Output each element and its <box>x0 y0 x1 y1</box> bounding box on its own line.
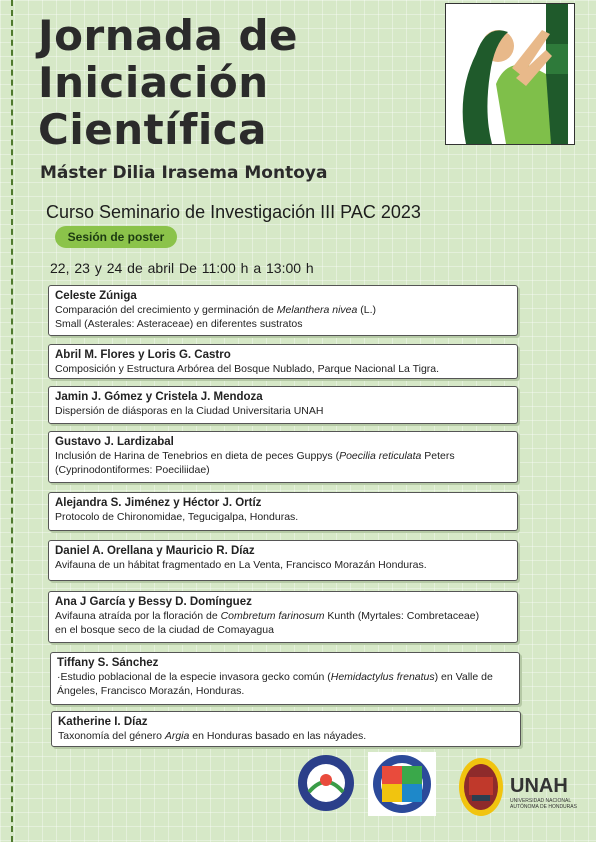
poster-title-line: Comparación del crecimiento y germinación de Melanthera nivea (L.) <box>55 304 377 316</box>
poster-authors: Tiffany S. Sánchez <box>57 657 159 669</box>
poster-title-line: Protocolo de Chironomidae, Tegucigalpa, Honduras. <box>55 511 299 523</box>
poster-authors: Jamin J. Gómez y Cristela J. Mendoza <box>55 391 263 403</box>
unah-logo-text: UNAH <box>510 775 568 797</box>
poster-title-line: Ángeles, Francisco Morazán, Honduras. <box>57 685 245 697</box>
poster-title-line: Small (Asterales: Asteraceae) en diferentes sustratos <box>55 318 303 330</box>
poster-title-line: ·Estudio poblacional de la especie invasora gecko común (Hemidactylus frenatus) en Valle de <box>57 671 493 683</box>
researcher-illustration <box>445 3 575 145</box>
poster-card <box>48 344 518 379</box>
poster-card <box>51 711 521 747</box>
poster-card <box>48 386 518 424</box>
poster-authors: Daniel A. Orellana y Mauricio R. Díaz <box>55 545 255 557</box>
poster-authors: Katherine I. Díaz <box>58 716 148 728</box>
poster-title-line: Taxonomía del género Argia en Honduras basado en las náyades. <box>58 730 367 742</box>
course-name: Curso Seminario de Investigación III PAC 2023 <box>46 202 421 222</box>
event-date: 22, 23 y 24 de abril De 11:00 h a 13:00 h <box>50 260 314 276</box>
poster-title-line: Avifauna atraída por la floración de Combretum farinosum Kunth (Myrtales: Combretaceae) <box>55 610 480 622</box>
poster-card <box>50 652 520 705</box>
title-line-1: Jornada de <box>38 11 299 60</box>
poster-title-line: (Cyprinodontiformes: Poeciliidae) <box>55 464 210 476</box>
poster-card <box>48 431 518 483</box>
poster-title-line: Inclusión de Harina de Tenebrios en dieta de peces Guppys (Poecilia reticulata Peters <box>55 450 455 462</box>
title-line-3: Científica <box>38 105 267 154</box>
poster-title-line: en el bosque seco de la ciudad de Comayagua <box>55 624 274 636</box>
poster-authors: Abril M. Flores y Loris G. Castro <box>55 349 231 361</box>
event-title <box>38 12 298 153</box>
poster-authors: Alejandra S. Jiménez y Héctor J. Ortíz <box>55 497 262 509</box>
dashed-border <box>11 0 13 842</box>
title-line-2: Iniciación <box>38 58 269 107</box>
author-name: Máster Dilia Irasema Montoya <box>40 163 328 183</box>
poster-authors: Ana J García y Bessy D. Domínguez <box>55 596 252 608</box>
unah-logo-subtitle: UNIVERSIDAD NACIONAL AUTÓNOMA DE HONDURAS <box>510 798 577 810</box>
session-badge: Sesión de poster <box>55 226 177 248</box>
poster-title-line: Avifauna de un hábitat fragmentado en La Venta, Francisco Morazán Honduras. <box>55 559 427 571</box>
poster-card <box>48 540 518 581</box>
poster-authors: Celeste Zúniga <box>55 290 137 302</box>
poster-card <box>48 591 518 643</box>
biology-school-logo <box>297 752 355 819</box>
science-faculty-logo <box>368 752 436 821</box>
poster-title-line: Composición y Estructura Arbórea del Bosque Nublado, Parque Nacional La Tigra. <box>55 363 440 375</box>
poster-card <box>48 492 518 531</box>
unah-crest-logo <box>458 757 504 822</box>
poster-card <box>48 285 518 336</box>
poster-authors: Gustavo J. Lardizabal <box>55 436 174 448</box>
poster-title-line: Dispersión de diásporas en la Ciudad Universitaria UNAH <box>55 405 324 417</box>
